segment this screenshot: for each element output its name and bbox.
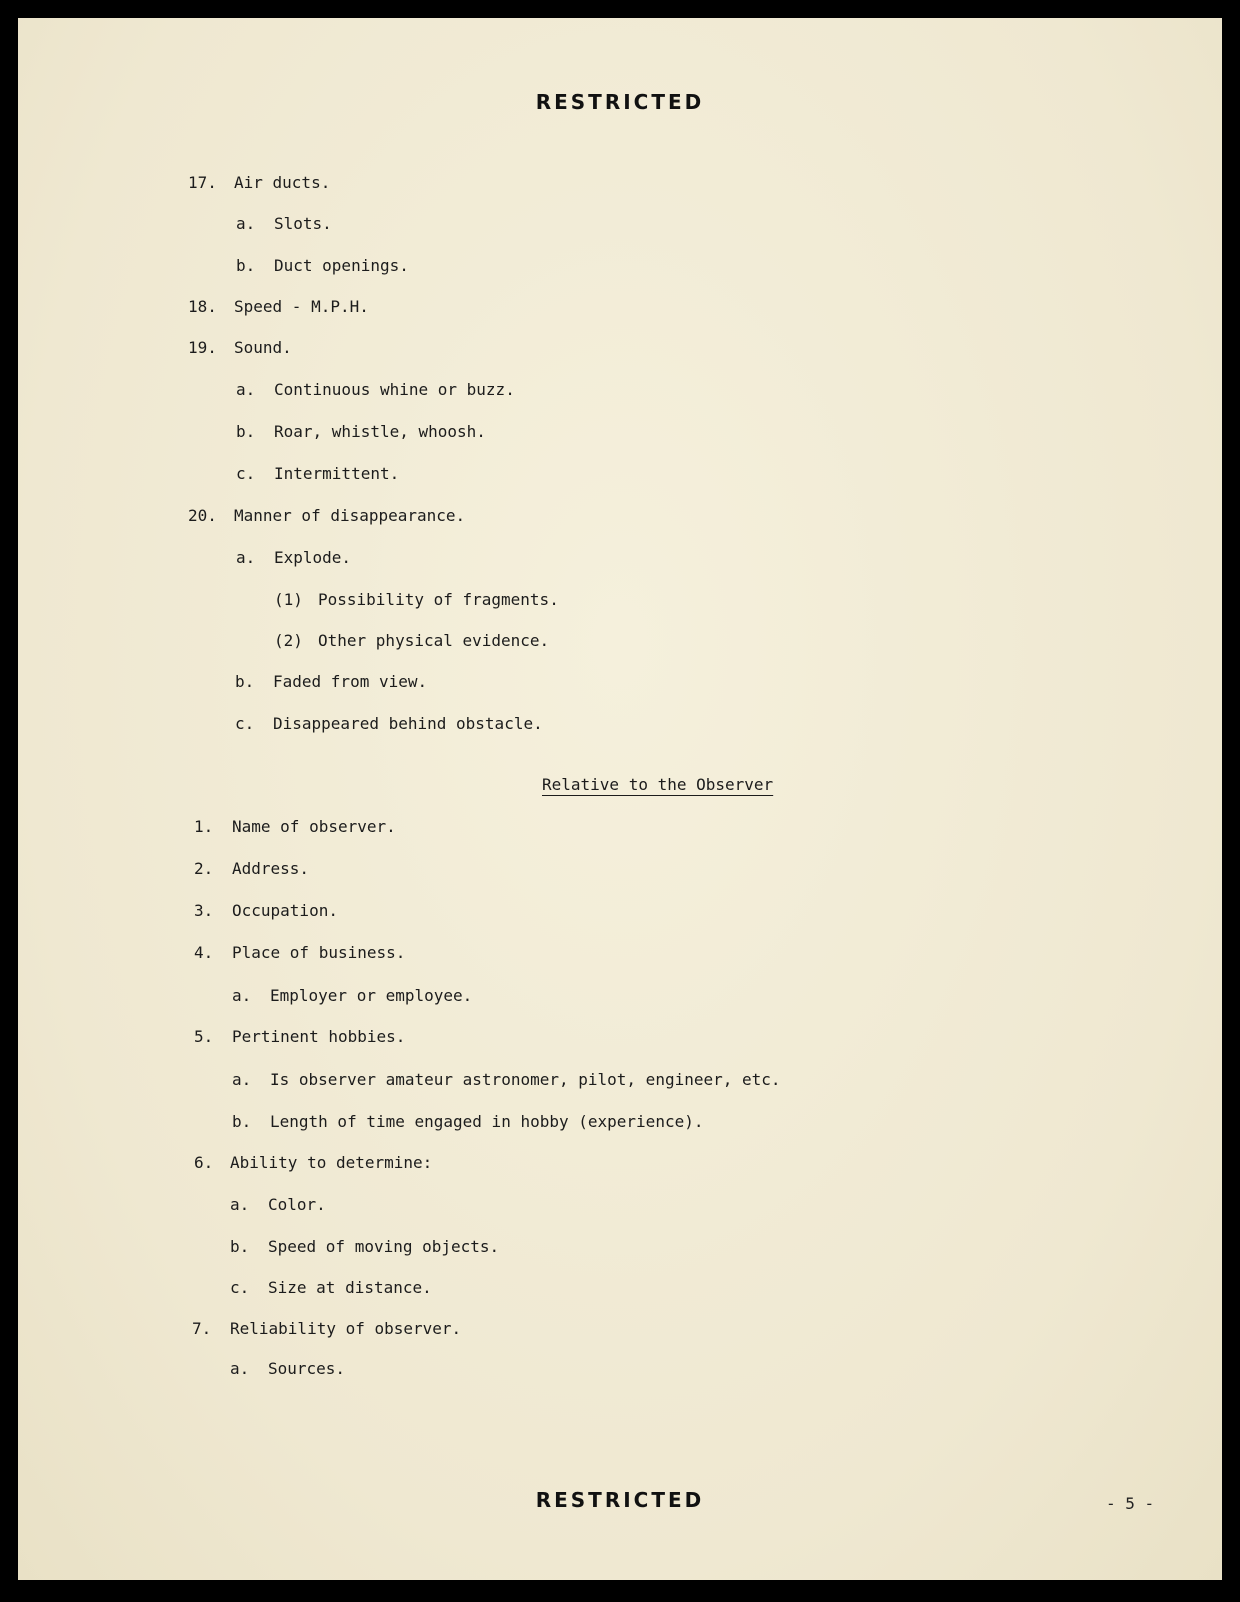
item-text: Other physical evidence. bbox=[318, 631, 550, 650]
list-item bbox=[230, 1278, 432, 1297]
item-text: Sound. bbox=[234, 338, 292, 357]
item-text: Color. bbox=[268, 1195, 326, 1214]
item-text: Explode. bbox=[274, 548, 352, 567]
item-number: a. bbox=[236, 548, 256, 567]
item-number: a. bbox=[232, 1070, 252, 1089]
item-text: Name of observer. bbox=[232, 817, 396, 836]
item-text: Manner of disappearance. bbox=[234, 506, 466, 525]
item-text: Intermittent. bbox=[274, 464, 400, 483]
list-item bbox=[232, 986, 472, 1005]
item-text: Address. bbox=[232, 859, 310, 878]
list-item bbox=[235, 714, 543, 733]
item-text: Possibility of fragments. bbox=[318, 590, 559, 609]
item-number: a. bbox=[230, 1359, 250, 1378]
list-item bbox=[236, 214, 332, 233]
item-number: 2. bbox=[194, 859, 214, 878]
list-item bbox=[194, 1027, 405, 1046]
list-item bbox=[194, 1153, 432, 1172]
item-number: 20. bbox=[188, 506, 217, 525]
item-number: 3. bbox=[194, 901, 214, 920]
item-number: 17. bbox=[188, 173, 217, 192]
item-number: 5. bbox=[194, 1027, 214, 1046]
item-number: 7. bbox=[192, 1319, 212, 1338]
list-item bbox=[235, 672, 427, 691]
item-text: Place of business. bbox=[232, 943, 406, 962]
list-item bbox=[194, 817, 396, 836]
item-text: Employer or employee. bbox=[270, 986, 473, 1005]
item-number: 1. bbox=[194, 817, 214, 836]
item-text: Faded from view. bbox=[273, 672, 428, 691]
list-item bbox=[188, 506, 465, 525]
item-number: b. bbox=[232, 1112, 252, 1131]
item-text: Occupation. bbox=[232, 901, 338, 920]
item-text: Ability to determine: bbox=[230, 1153, 433, 1172]
list-item bbox=[236, 548, 351, 567]
item-number: a. bbox=[230, 1195, 250, 1214]
item-number: b. bbox=[236, 256, 256, 275]
item-number: b. bbox=[230, 1237, 250, 1256]
item-number: b. bbox=[235, 672, 255, 691]
item-number: 18. bbox=[188, 297, 217, 316]
classification-footer: RESTRICTED bbox=[535, 1488, 705, 1512]
list-item bbox=[236, 256, 409, 275]
item-text: Roar, whistle, whoosh. bbox=[274, 422, 486, 441]
item-number: 19. bbox=[188, 338, 217, 357]
item-number: c. bbox=[235, 714, 255, 733]
list-item bbox=[188, 297, 369, 316]
list-item bbox=[192, 1319, 461, 1338]
item-number: 6. bbox=[194, 1153, 214, 1172]
item-number: b. bbox=[236, 422, 256, 441]
list-item bbox=[274, 590, 559, 609]
list-item bbox=[188, 338, 292, 357]
list-item bbox=[232, 1070, 781, 1089]
item-text: Sources. bbox=[268, 1359, 346, 1378]
list-item bbox=[232, 1112, 703, 1131]
item-text: Speed of moving objects. bbox=[268, 1237, 500, 1256]
item-text: Duct openings. bbox=[274, 256, 409, 275]
list-item bbox=[188, 173, 330, 192]
classification-header: RESTRICTED bbox=[535, 90, 705, 114]
list-item bbox=[236, 422, 486, 441]
item-text: Is observer amateur astronomer, pilot, engineer, etc. bbox=[270, 1070, 781, 1089]
document-page bbox=[18, 18, 1222, 1580]
list-item bbox=[230, 1237, 499, 1256]
section-heading: Relative to the Observer bbox=[542, 775, 774, 794]
list-item bbox=[230, 1195, 326, 1214]
list-item bbox=[194, 943, 405, 962]
list-item bbox=[194, 859, 309, 878]
item-text: Disappeared behind obstacle. bbox=[273, 714, 543, 733]
item-number: a. bbox=[236, 214, 256, 233]
page-number: - 5 - bbox=[1106, 1494, 1155, 1513]
item-number: a. bbox=[232, 986, 252, 1005]
item-text: Size at distance. bbox=[268, 1278, 432, 1297]
item-number: (1) bbox=[274, 590, 303, 609]
item-text: Pertinent hobbies. bbox=[232, 1027, 406, 1046]
item-number: 4. bbox=[194, 943, 214, 962]
list-item bbox=[194, 901, 338, 920]
item-text: Continuous whine or buzz. bbox=[274, 380, 515, 399]
item-number: (2) bbox=[274, 631, 303, 650]
item-number: c. bbox=[236, 464, 256, 483]
item-text: Slots. bbox=[274, 214, 332, 233]
list-item bbox=[236, 380, 515, 399]
item-text: Speed - M.P.H. bbox=[234, 297, 369, 316]
list-item bbox=[274, 631, 549, 650]
list-item bbox=[230, 1359, 345, 1378]
item-number: c. bbox=[230, 1278, 250, 1297]
item-text: Length of time engaged in hobby (experience). bbox=[270, 1112, 704, 1131]
item-text: Air ducts. bbox=[234, 173, 331, 192]
list-item bbox=[236, 464, 399, 483]
item-number: a. bbox=[236, 380, 256, 399]
item-text: Reliability of observer. bbox=[230, 1319, 462, 1338]
